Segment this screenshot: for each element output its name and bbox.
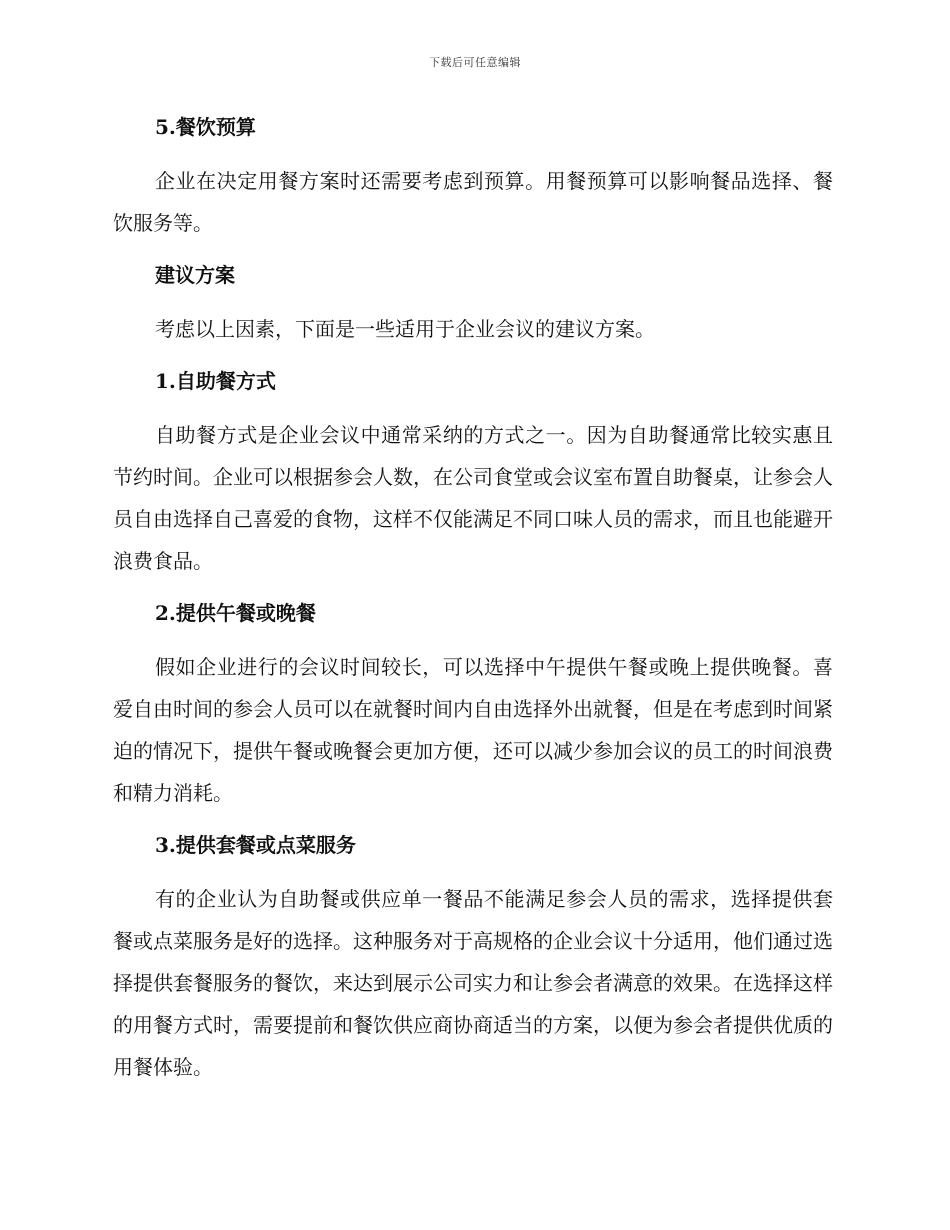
section-heading-catering-budget: 5.餐饮预算 xyxy=(155,115,256,139)
paragraph-set-meal: 有的企业认为自助餐或供应单一餐品不能满足参会人员的需求，选择提供套餐或点菜服务是好的选择。这种服务对于高规格的企业会议十分适用，他们通过选择提供套餐服务的餐饮，来达到展示公司实力和让参会者满意的效果。在选择这样的用餐方式时，需要提前和餐饮供应商协商适当的方案，以便为参会者提供优质的用餐体验。 xyxy=(113,887,833,1079)
section-heading-suggestions: 建议方案 xyxy=(155,263,235,287)
document-body xyxy=(113,108,833,1088)
paragraph-buffet: 自助餐方式是企业会议中通常采纳的方式之一。因为自助餐通常比较实惠且节约时间。企业可以根据参会人数，在公司食堂或会议室布置自助餐桌，让参会人员自由选择自己喜爱的食物，这样不仅能满足不同口味人员的需求，而且也能避开浪费食品。 xyxy=(113,423,833,573)
section-heading-buffet: 1.自助餐方式 xyxy=(155,369,276,393)
page-header: 下载后可任意编辑 xyxy=(429,56,521,69)
paragraph-suggestions: 考虑以上因素，下面是一些适用于企业会议的建议方案。 xyxy=(155,317,655,341)
paragraph-lunch-dinner: 假如企业进行的会议时间较长，可以选择中午提供午餐或晚上提供晚餐。喜爱自由时间的参会人员可以在就餐时间内自由选择外出就餐，但是在考虑到时间紧迫的情况下，提供午餐或晚餐会更加方便，还可以减少参加会议的员工的时间浪费和精力消耗。 xyxy=(113,655,833,805)
paragraph-catering-budget: 企业在决定用餐方案时还需要考虑到预算。用餐预算可以影响餐品选择、餐饮服务等。 xyxy=(113,169,833,235)
section-heading-set-meal: 3.提供套餐或点菜服务 xyxy=(155,833,356,857)
section-heading-lunch-dinner: 2.提供午餐或晚餐 xyxy=(155,601,316,625)
